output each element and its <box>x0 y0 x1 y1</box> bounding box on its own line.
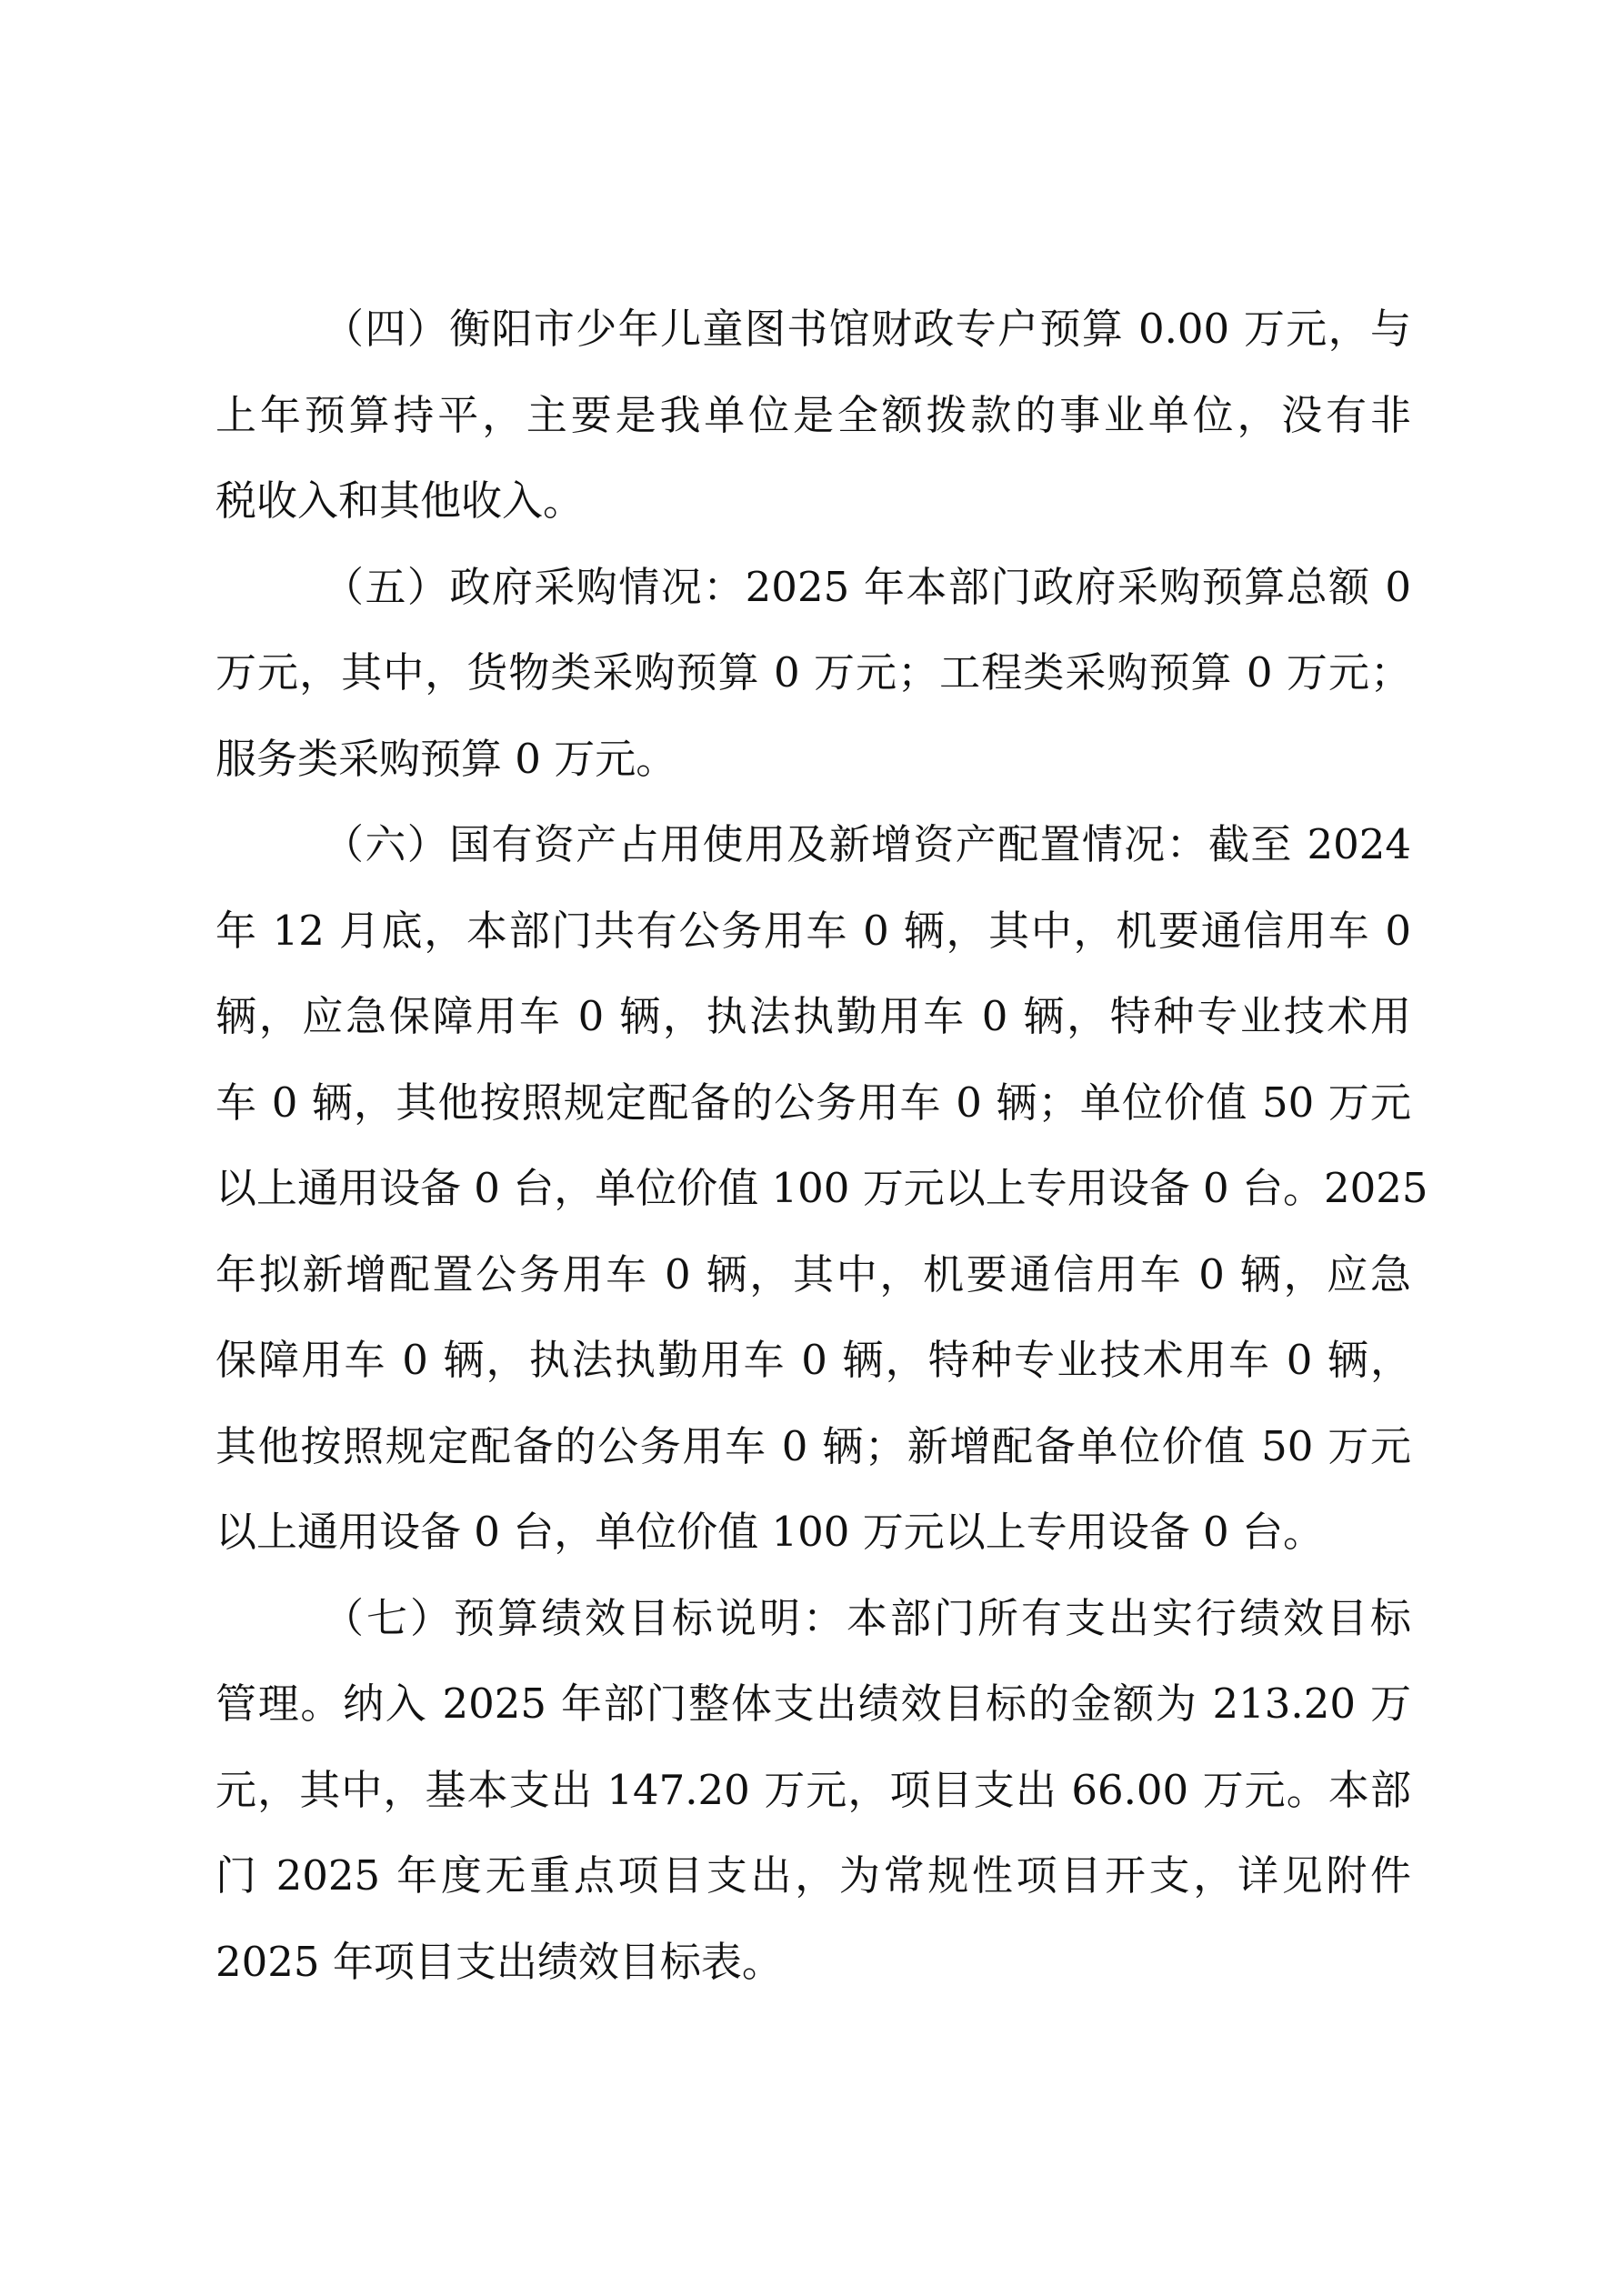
paragraph-line: 管理。纳入 2025 年部门整体支出绩效目标的金额为 213.20 万 <box>215 1679 1411 1728</box>
paragraph-line: 2025 年项目支出绩效目标表。 <box>215 1937 783 1986</box>
document-body <box>215 286 1428 2005</box>
paragraph-line: 上年预算持平，主要是我单位是全额拨款的事业单位，没有非 <box>215 390 1411 439</box>
paragraph-performance-goals <box>215 1576 1411 2006</box>
paragraph-line: （四）衡阳市少年儿童图书馆财政专户预算 0.00 万元，与 <box>323 305 1411 353</box>
paragraph-line: 保障用车 0 辆，执法执勤用车 0 辆，特种专业技术用车 0 辆， <box>215 1336 1411 1384</box>
paragraph-line: 辆，应急保障用车 0 辆，执法执勤用车 0 辆，特种专业技术用 <box>215 992 1411 1040</box>
paragraph-line: 年 12 月底，本部门共有公务用车 0 辆，其中，机要通信用车 0 <box>215 906 1411 955</box>
paragraph-line: 年拟新增配置公务用车 0 辆，其中，机要通信用车 0 辆，应急 <box>215 1249 1411 1298</box>
paragraph-government-procurement <box>215 545 1411 803</box>
paragraph-line: 以上通用设备 0 台，单位价值 100 万元以上专用设备 0 台。 <box>215 1508 1324 1556</box>
paragraph-line: 以上通用设备 0 台，单位价值 100 万元以上专用设备 0 台。2025 <box>215 1164 1428 1212</box>
paragraph-line: 车 0 辆，其他按照规定配备的公务用车 0 辆；单位价值 50 万元 <box>215 1078 1411 1127</box>
paragraph-line: （五）政府采购情况：2025 年本部门政府采购预算总额 0 <box>323 562 1411 611</box>
paragraph-line: （六）国有资产占用使用及新增资产配置情况：截至 2024 <box>323 820 1411 868</box>
paragraph-line: 其他按照规定配备的公务用车 0 辆；新增配备单位价值 50 万元 <box>215 1421 1411 1470</box>
paragraph-line: 门 2025 年度无重点项目支出，为常规性项目开支，详见附件 <box>215 1851 1411 1900</box>
paragraph-line: 服务类采购预算 0 万元。 <box>215 734 677 783</box>
paragraph-line: 元，其中，基本支出 147.20 万元，项目支出 66.00 万元。本部 <box>215 1765 1411 1814</box>
paragraph-state-assets <box>215 802 1428 1576</box>
paragraph-budget-special-account <box>215 286 1411 545</box>
paragraph-line: （七）预算绩效目标说明：本部门所有支出实行绩效目标 <box>323 1593 1411 1642</box>
paragraph-line: 万元，其中，货物类采购预算 0 万元；工程类采购预算 0 万元； <box>215 648 1411 697</box>
paragraph-line: 税收入和其他收入。 <box>215 476 585 525</box>
